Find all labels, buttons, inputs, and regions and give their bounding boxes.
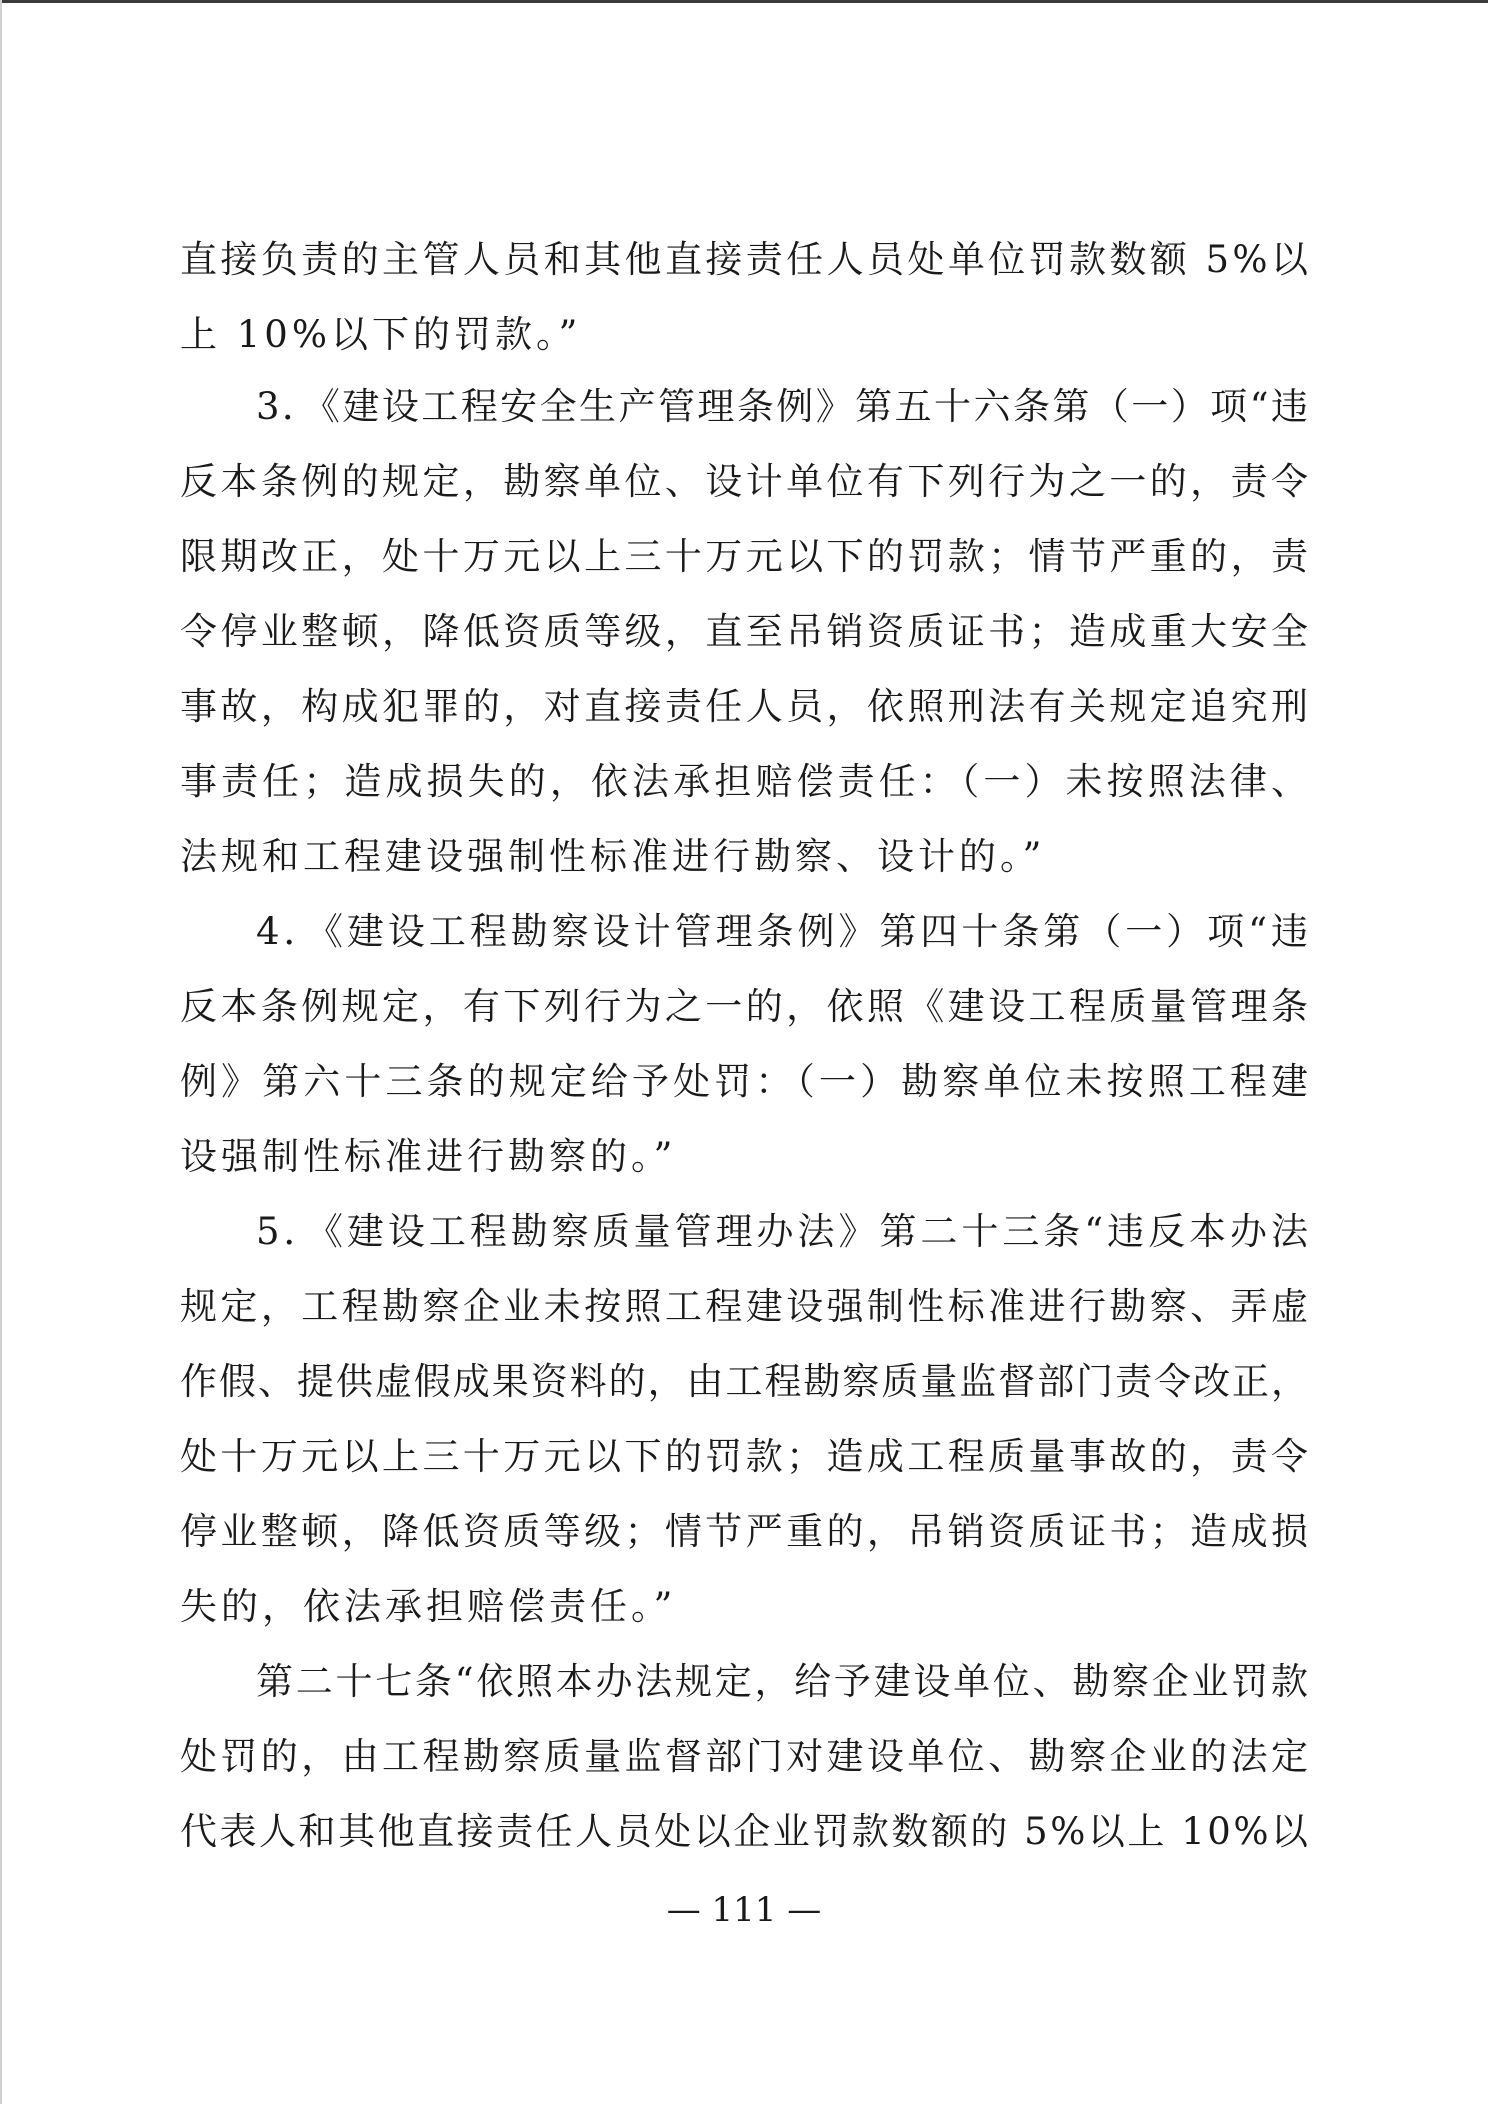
text-line: 事故，构成犯罪的，对直接责任人员，依照刑法有关规定追究刑 [180, 685, 1312, 728]
page-number: — 111 — [666, 1890, 822, 1930]
text-line: 代表人和其他直接责任人员处以企业罚款数额的 5%以上 10%以 [180, 1810, 1311, 1853]
text-line: 5．《建设工程勘察质量管理办法》第二十三条“违反本办法 [256, 1210, 1312, 1253]
left-border [0, 0, 2, 2104]
text-line: 直接负责的主管人员和其他直接责任人员处单位罚款数额 5%以 [180, 238, 1312, 281]
text-line: 停业整顿，降低资质等级；情节严重的，吊销资质证书；造成损 [180, 1510, 1312, 1553]
text-line: 处十万元以上三十万元以下的罚款；造成工程质量事故的，责令 [180, 1435, 1312, 1478]
text-line: 反本条例规定，有下列行为之一的，依照《建设工程质量管理条 [180, 985, 1312, 1028]
text-line: 第二十七条“依照本办法规定，给予建设单位、勘察企业罚款 [256, 1660, 1311, 1703]
text-line: 失的，依法承担赔偿责任。” [180, 1585, 677, 1628]
text-line: 令停业整顿，降低资质等级，直至吊销资质证书；造成重大安全 [180, 610, 1312, 653]
text-line: 反本条例的规定，勘察单位、设计单位有下列行为之一的，责令 [180, 460, 1312, 503]
text-line: 4．《建设工程勘察设计管理条例》第四十条第（一）项“违 [256, 910, 1312, 953]
text-line: 规定，工程勘察企业未按照工程建设强制性标准进行勘察、弄虚 [180, 1285, 1312, 1328]
text-line: 法规和工程建设强制性标准进行勘察、设计的。” [180, 835, 1046, 878]
text-line: 上 10%以下的罚款。” [180, 313, 582, 356]
text-line: 处罚的，由工程勘察质量监督部门对建设单位、勘察企业的法定 [180, 1735, 1312, 1778]
text-line: 例》第六十三条的规定给予处罚：（一）勘察单位未按照工程建 [180, 1060, 1313, 1103]
top-border [0, 0, 1488, 3]
text-line: 限期改正，处十万元以上三十万元以下的罚款；情节严重的，责 [180, 535, 1312, 578]
text-line: 设强制性标准进行勘察的。” [180, 1135, 677, 1178]
text-line: 作假、提供虚假成果资料的，由工程勘察质量监督部门责令改正， [180, 1360, 1310, 1403]
text-line: 3．《建设工程安全生产管理条例》第五十六条第（一）项“违 [256, 385, 1311, 428]
text-line: 事责任；造成损失的，依法承担赔偿责任：（一）未按照法律、 [180, 760, 1313, 803]
